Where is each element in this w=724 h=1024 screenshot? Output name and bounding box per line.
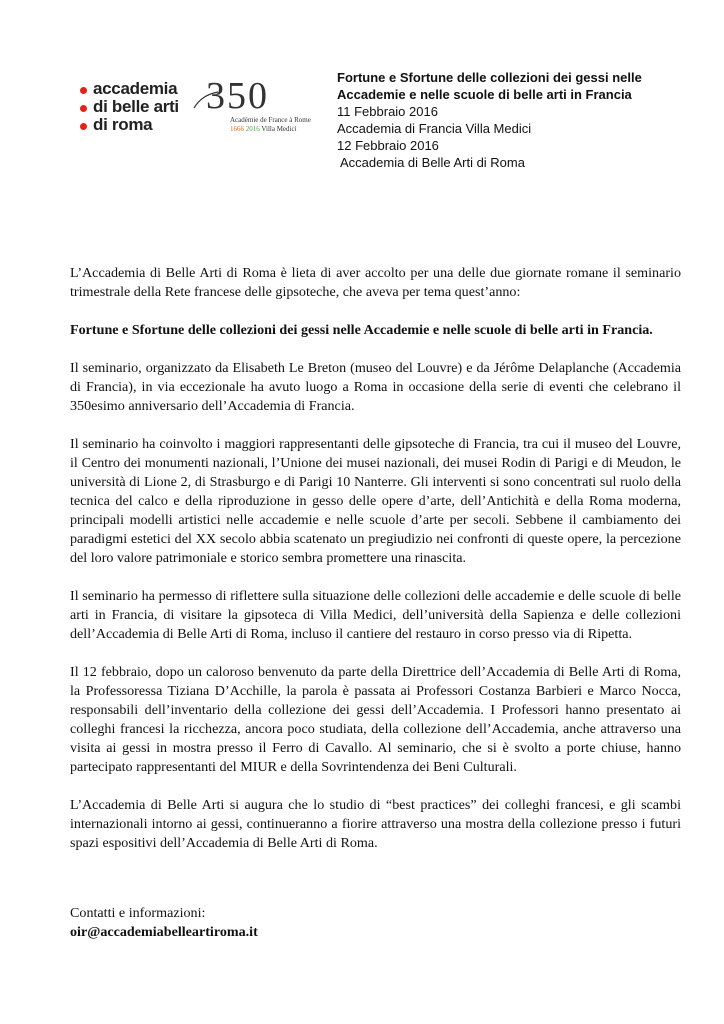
logo-dot xyxy=(80,87,87,94)
paragraph-seminar-title: Fortune e Sfortune delle collezioni dei gessi nelle Accademie e nelle scuole di belle arti in Francia. xyxy=(70,322,653,338)
event-venue-2: Accademia di Belle Arti di Roma xyxy=(340,155,525,170)
contacts xyxy=(70,904,258,942)
paragraph-organizers: Il seminario, organizzato da Elisabeth Le Breton (museo del Louvre) e da Jérôme Delaplanche (Accademia di Francia), in via eccezionale ha avuto luogo a Roma in occasione della serie di eventi che celebrano il 350esimo anniversario dell’Accademia di Francia. xyxy=(70,360,681,414)
logo-dots xyxy=(78,80,90,140)
logo-line-1: accademia xyxy=(93,79,178,98)
logo-line-2: di belle arti xyxy=(93,97,179,116)
paragraph-participants: Il seminario ha coinvolto i maggiori rappresentanti delle gipsoteche di Francia, tra cui il museo del Louvre, il Centro dei monumenti nazionali, l’Unione dei musei nazionali, dei musei Rodin di Parigi e di Meudon, le università di Lione 2, di Strasburgo e di Parigi 10 Nanterre. Gli interventi si sono concentrati sul ruolo della tecnica del calco e della riproduzione in gesso delle opere d’arte, dell’Antichità e della Roma moderna, principali modelli artistici nelle accademie e nelle scuole d’arte per secoli. Sebbene il cambiamento dei paradigmi estetici del XX secolo abbia scatenato un pregiudizio nei confronti di queste opere, la percezione del loro valore patrimoniale e storico sembra promettere una rinascita. xyxy=(70,436,681,566)
academie-title: Académie de France à Rome xyxy=(230,116,311,124)
academie-place: Villa Medici xyxy=(261,125,297,133)
event-title-line-2: Accademie e nelle scuole di belle arti in Francia xyxy=(337,87,632,102)
logo-dot xyxy=(80,105,87,112)
logo-line-3: di roma xyxy=(93,115,153,134)
event-date-1: 11 Febbraio 2016 xyxy=(337,104,438,119)
paragraph-visits: Il seminario ha permesso di riflettere sulla situazione delle collezioni delle accademie e delle scuole di belle arti in Francia, di visitare la gipsoteca di Villa Medici, dell’università della Sapienza e delle collezioni dell’Accademia di Belle Arti di Roma, incluso il cantiere del restauro in corso presso via di Ripetta. xyxy=(70,588,681,642)
paragraph-conclusion: L’Accademia di Belle Arti si augura che lo studio di “best practices” dei colleghi francesi, e gli scambi internazionali intorno ai gessi, continueranno a fiorire attraverso una mostra della collezione presso i futuri spazi espositivi dell’Accademia di Belle Arti di Roma. xyxy=(70,797,681,851)
year-start: 1666 xyxy=(230,125,244,133)
academie-france-logo xyxy=(192,75,332,140)
body-text xyxy=(70,264,681,872)
contact-email[interactable]: oir@accademiabelleartiroma.it xyxy=(70,924,258,940)
event-date-2: 12 Febbraio 2016 xyxy=(337,138,439,153)
accademia-logo-text xyxy=(93,80,179,134)
header-info xyxy=(337,69,642,171)
contacts-label: Contatti e informazioni: xyxy=(70,905,206,921)
academie-france-caption xyxy=(230,116,311,134)
paragraph-intro: L’Accademia di Belle Arti di Roma è lieta di aver accolto per una delle due giornate romane il seminario trimestrale della Rete francese delle gipsoteche, che aveva per tema quest’anno: xyxy=(70,265,681,300)
event-title-line-1: Fortune e Sfortune delle collezioni dei gessi nelle xyxy=(337,70,642,85)
year-end: 2016 xyxy=(245,125,260,133)
anniversary-number: 350 xyxy=(206,75,269,117)
logo-dot xyxy=(80,123,87,130)
event-venue-1: Accademia di Francia Villa Medici xyxy=(337,121,532,136)
accademia-logo xyxy=(78,80,188,140)
paragraph-february-12: Il 12 febbraio, dopo un caloroso benvenuto da parte della Direttrice dell’Accademia di Belle Arti di Roma, la Professoressa Tiziana D’Acchille, la parola è passata ai Professori Costanza Barbieri e Marco Nocca, responsabili dell’inventario della collezione dei gessi dell’Accademia. I Professori hanno presentato ai colleghi francesi la ricchezza, ancora poco studiata, della collezione dell’Accademia, anche attraverso una visita ai gessi in mostra presso il Ferro di Cavallo. Al seminario, che si è svolto a porte chiuse, hanno partecipato rappresentanti del MIUR e della Sovrintendenza dei Beni Culturali. xyxy=(70,664,681,775)
